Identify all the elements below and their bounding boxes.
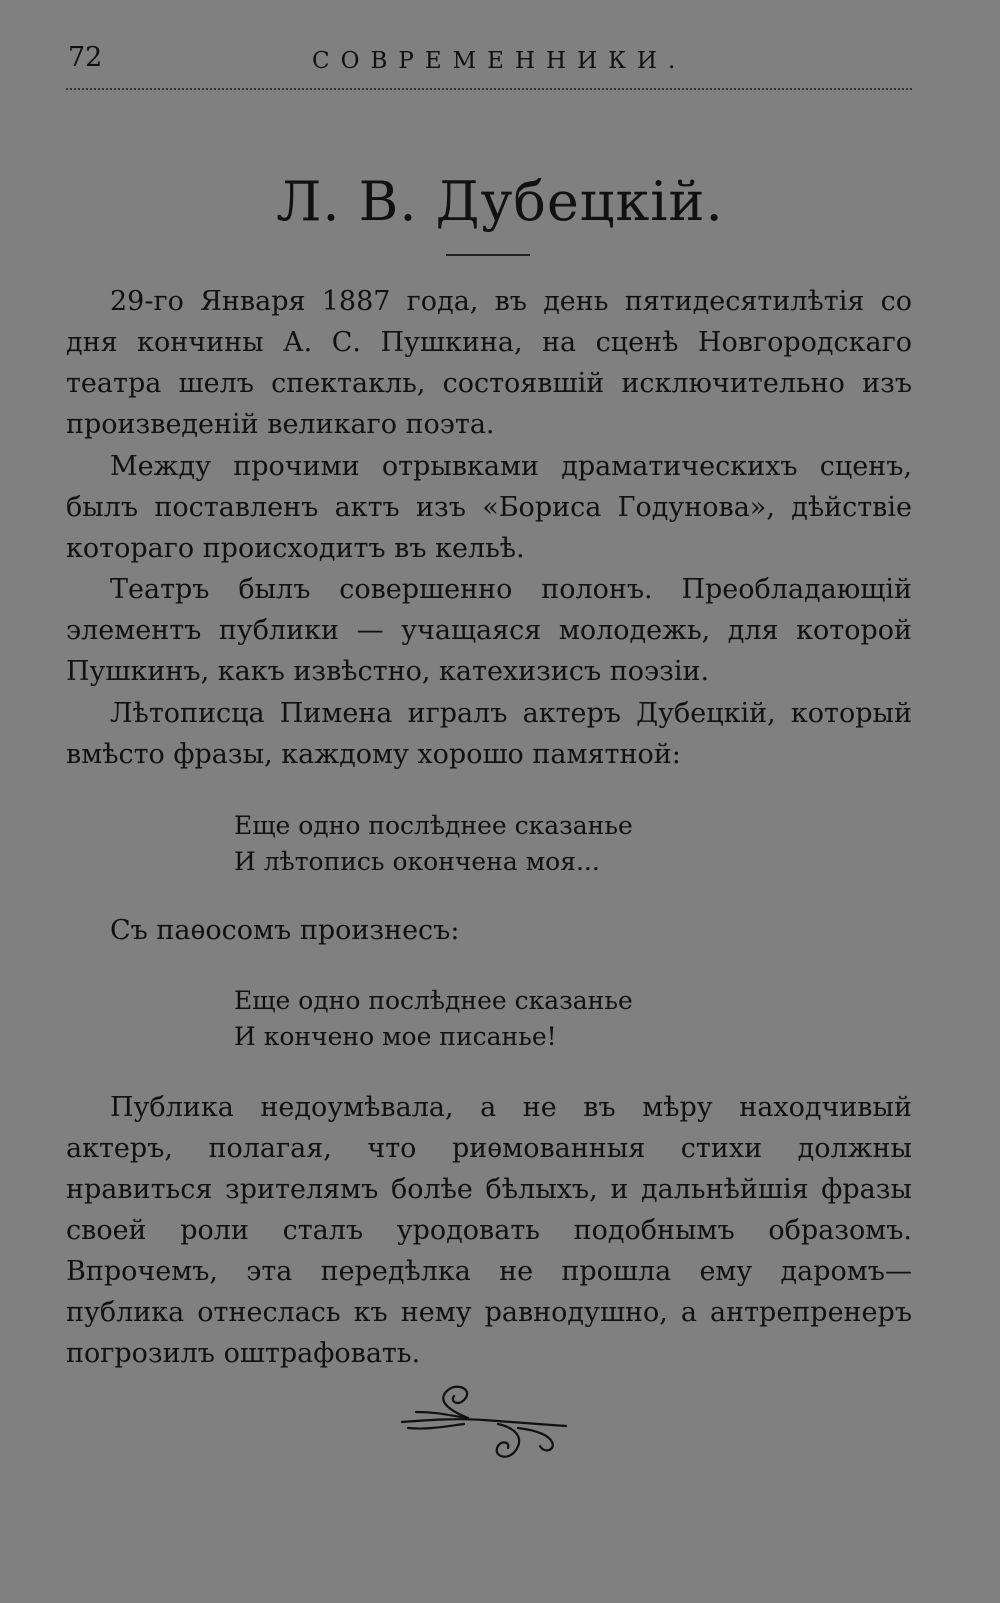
verse-line: Еще одно послѣднее сказанье <box>234 986 633 1015</box>
verse-line: И кончено мое писанье! <box>234 1022 557 1051</box>
verse-line: И лѣтопись окончена моя... <box>234 847 600 876</box>
verse-quote-original <box>234 808 633 880</box>
header-divider <box>66 88 912 90</box>
paragraph: Съ паѳосомъ произнесъ: <box>110 915 460 946</box>
verse-quote-altered <box>234 983 633 1055</box>
paragraph: Публика недоумѣвала, а не въ мѣру находчивый актеръ, полагая, что риѳмованныя стихи должны нравиться зрителямъ болѣе бѣлыхъ, и дальнѣйшія фразы своей роли сталъ уродовать подобнымъ образомъ. Впрочемъ, эта передѣлка не прошла ему даромъ—публика отнеслась къ нему равнодушно, а антрепренеръ погрозилъ оштрафовать. <box>66 1092 912 1369</box>
paragraph: Между прочими отрывками драматическихъ сценъ, былъ поставленъ актъ изъ «Бориса Годунова», дѣйствіе котораго происходитъ въ кельѣ. <box>66 451 912 564</box>
page-number: 72 <box>68 42 103 73</box>
verse-line: Еще одно послѣднее сказанье <box>234 811 633 840</box>
paragraph: 29-го Января 1887 года, въ день пятидесятилѣтія со дня кончины А. С. Пушкина, на сценѣ Новгородскаго театра шелъ спектакль, состоявшій исключительно изъ произведеній великаго поэта. <box>66 286 912 440</box>
flourish-ornament-icon <box>398 1382 570 1472</box>
article-title: Л. В. Дубецкій. <box>276 170 724 233</box>
running-title: СОВРЕМЕННИКИ. <box>312 48 687 74</box>
paragraph: Театръ былъ совершенно полонъ. Преобладающій элементъ публики — учащаяся молодежь, для которой Пушкинъ, какъ извѣстно, катехизисъ поэзіи. <box>66 574 912 687</box>
title-divider <box>446 254 530 256</box>
paragraph: Лѣтописца Пимена игралъ актеръ Дубецкій, который вмѣсто фразы, каждому хорошо памятной: <box>66 698 912 770</box>
